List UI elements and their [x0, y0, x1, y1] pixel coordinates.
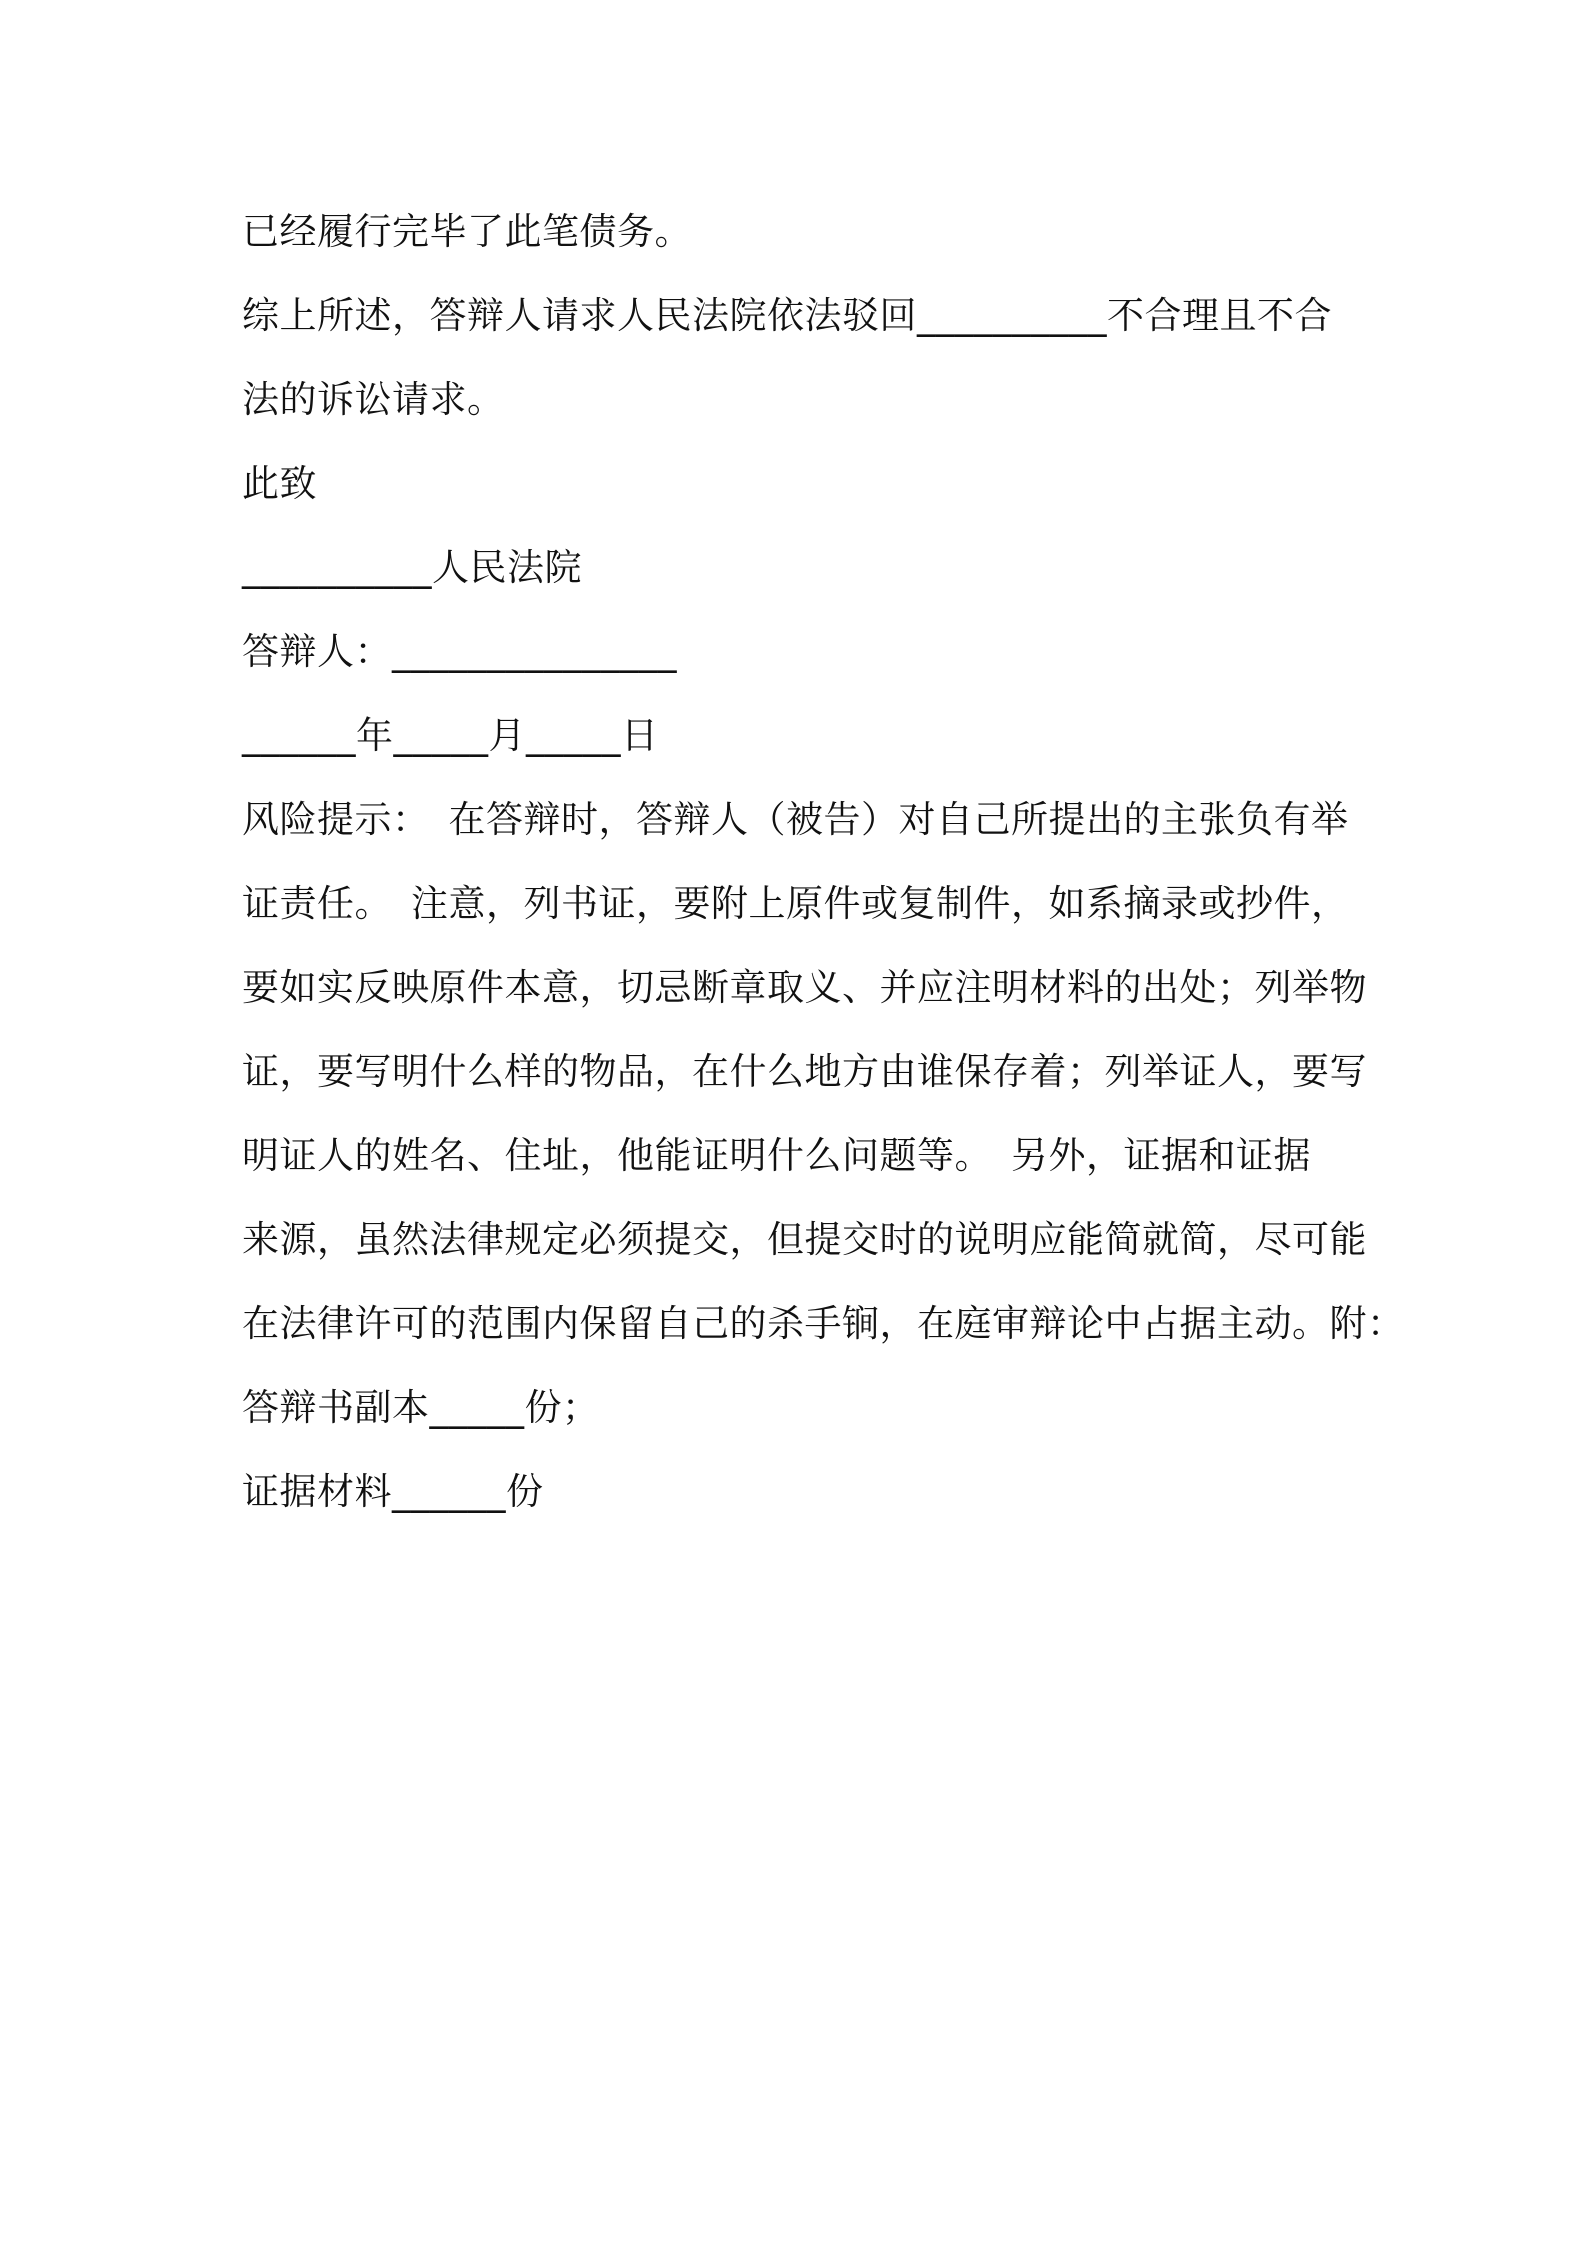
respondent-line: 答辩人：_______________ [242, 630, 677, 673]
risk-notice-line: 证，要写明什么样的物品，在什么地方由谁保存着；列举证人，要写 [242, 1050, 1367, 1093]
court-line: __________人民法院 [242, 546, 582, 589]
date-line: ______年_____月_____日 [242, 714, 659, 757]
attachment-line: 答辩书副本_____份； [242, 1386, 600, 1429]
risk-notice-line: 风险提示： 在答辩时，答辩人（被告）对自己所提出的主张负有举 [242, 798, 1349, 841]
document-body [242, 190, 1405, 1534]
risk-notice-line: 在法律许可的范围内保留自己的杀手锏，在庭审辩论中占据主动。附： [242, 1302, 1405, 1345]
risk-notice-line: 证责任。 注意，列书证，要附上原件或复制件，如系摘录或抄件， [242, 882, 1349, 925]
attachment-line: 证据材料______份 [242, 1470, 544, 1513]
risk-notice-line: 要如实反映原件本意，切忌断章取义、并应注明材料的出处；列举物 [242, 966, 1367, 1009]
salutation-line: 此致 [242, 462, 317, 505]
risk-notice-line: 来源，虽然法律规定必须提交，但提交时的说明应能简就简，尽可能 [242, 1218, 1367, 1261]
risk-notice-line: 明证人的姓名、住址，他能证明什么问题等。 另外，证据和证据 [242, 1134, 1311, 1177]
text-line: 法的诉讼请求。 [242, 378, 505, 421]
text-line: 综上所述，答辩人请求人民法院依法驳回__________不合理且不合 [242, 294, 1332, 337]
text-line: 已经履行完毕了此笔债务。 [242, 210, 692, 253]
